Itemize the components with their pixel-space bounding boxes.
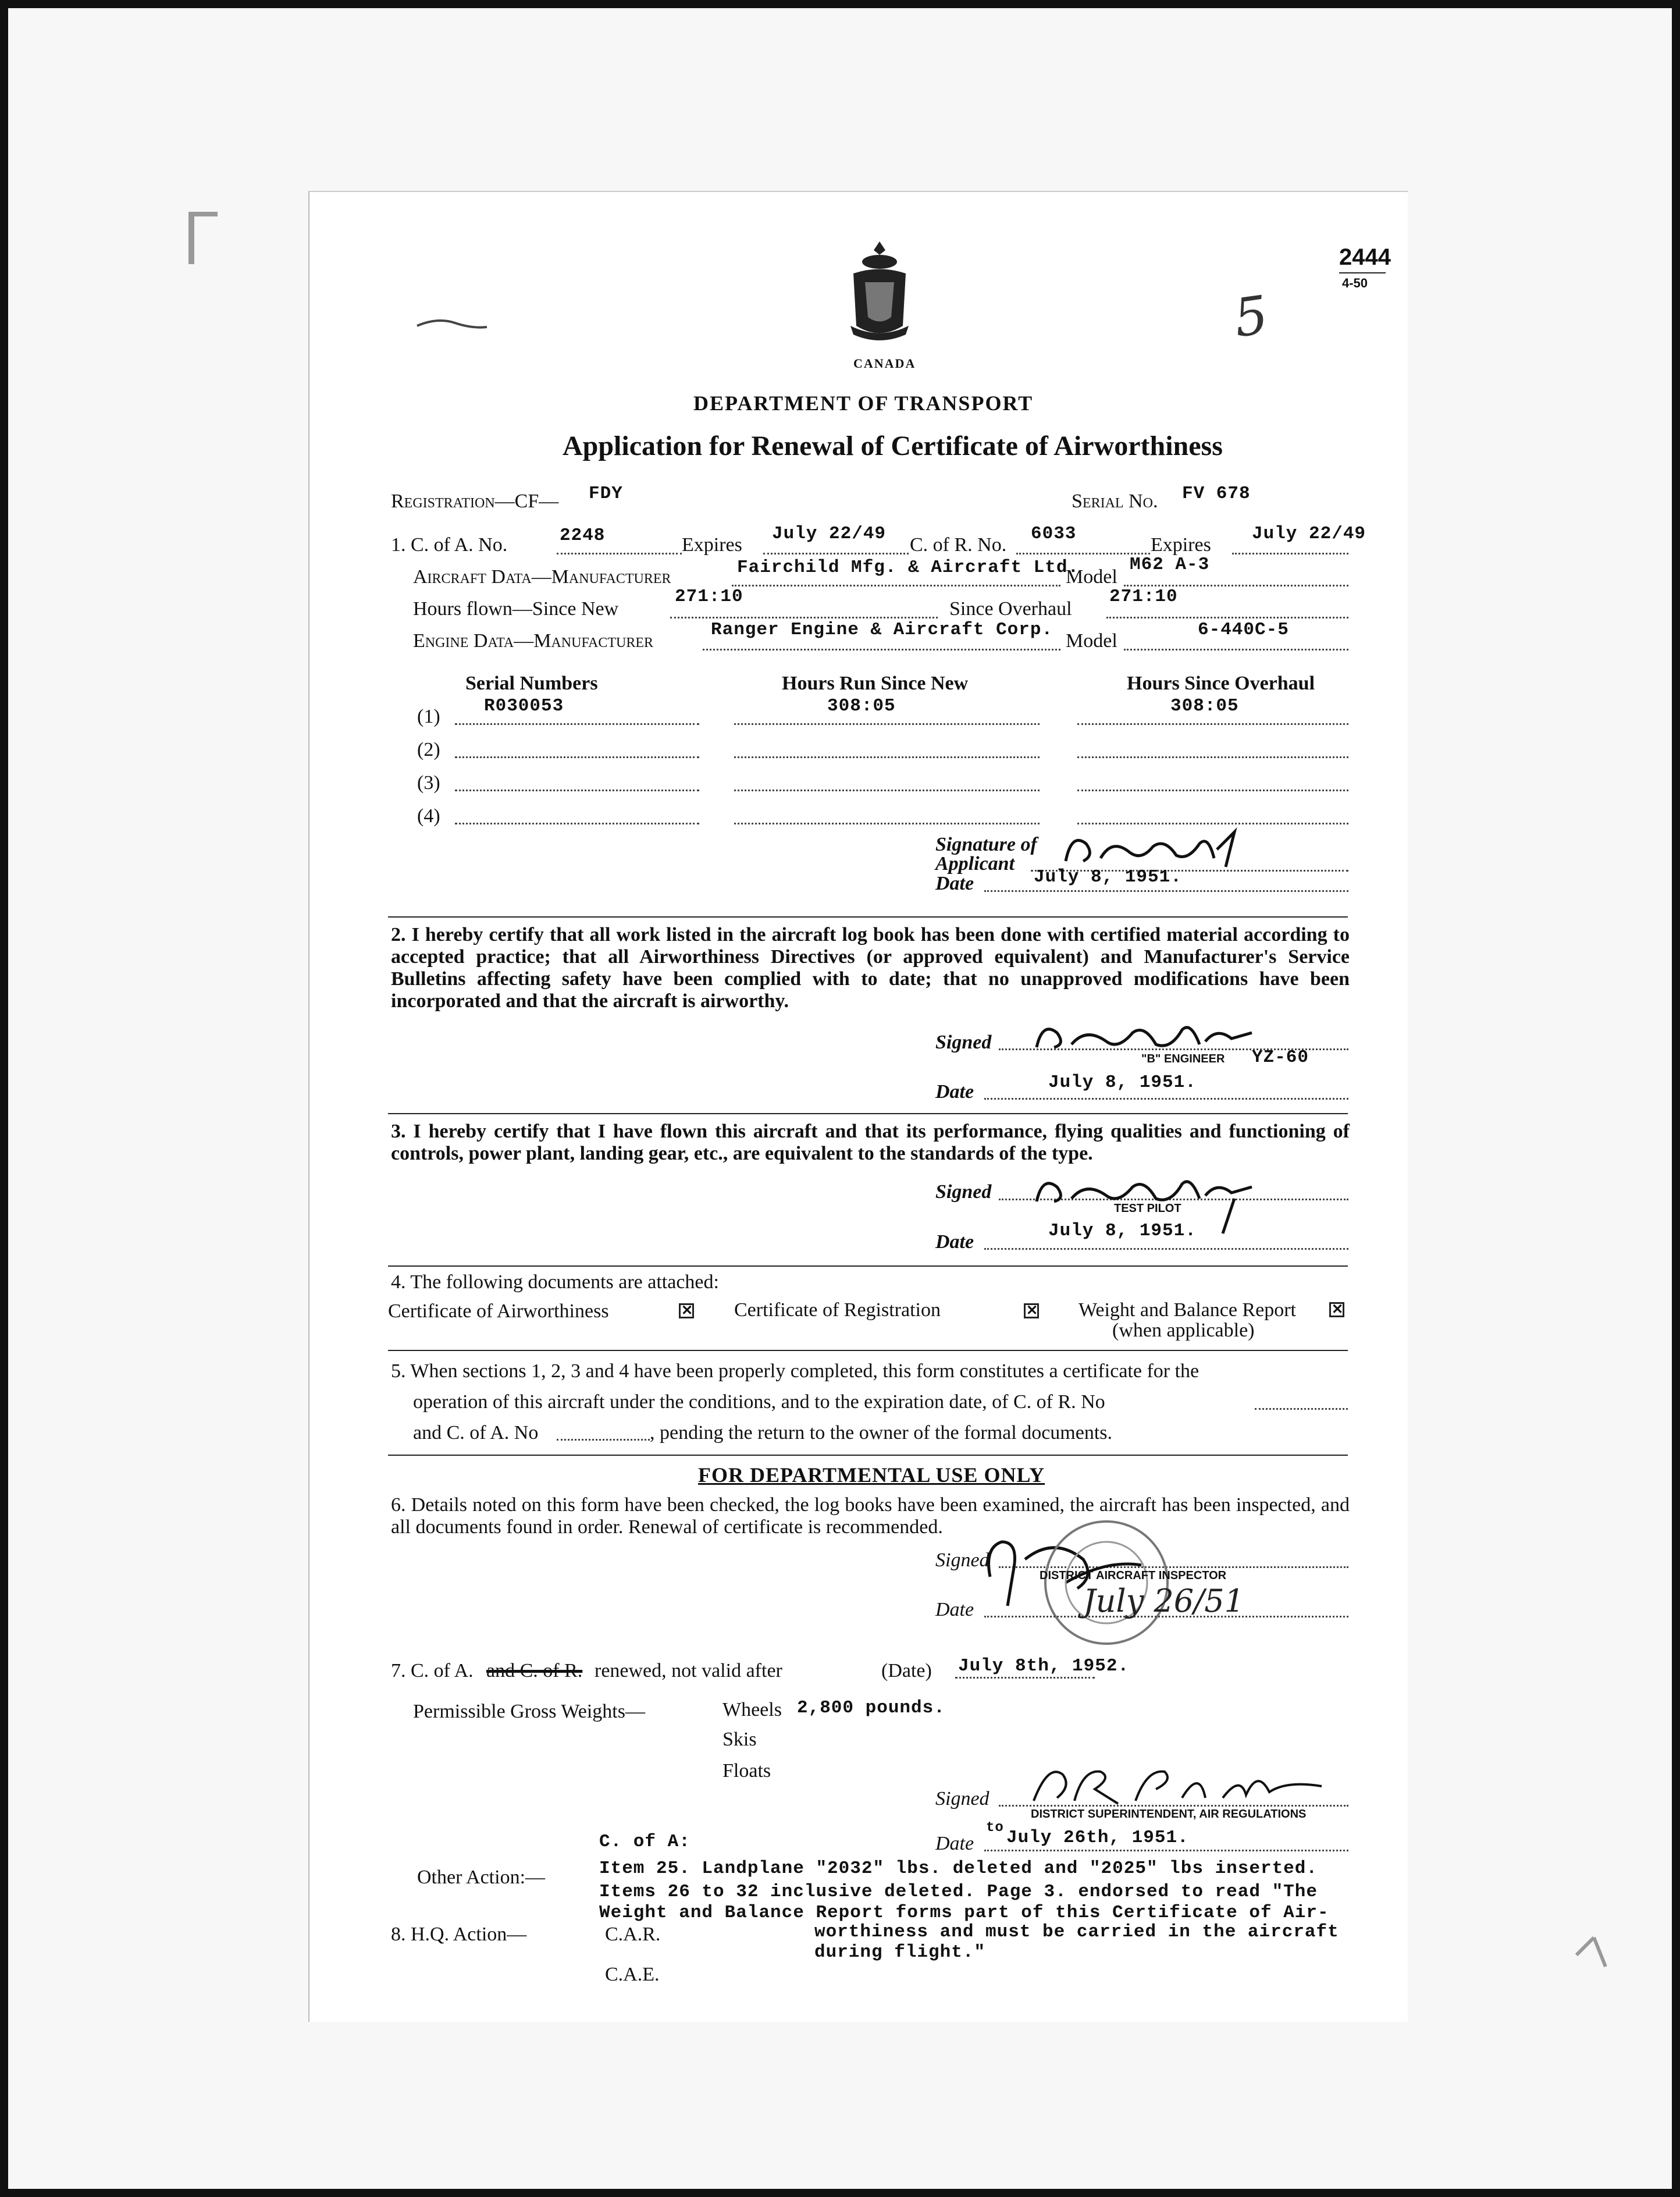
hq-action-label: 8. H.Q. Action—	[391, 1924, 527, 1945]
overhaul-line	[1077, 823, 1348, 824]
run-line	[734, 756, 1040, 758]
coat-of-arms-icon	[845, 239, 914, 343]
aircraft-model-value: M62 A-3	[1130, 554, 1210, 575]
engineer-licence: YZ-60	[1252, 1047, 1309, 1068]
wheels-label: Wheels	[722, 1699, 782, 1720]
inspector-date-label: Date	[935, 1599, 974, 1620]
cr-no-value: 6033	[1031, 524, 1077, 544]
overhaul-line	[1077, 723, 1348, 725]
form-revision: 4-50	[1342, 276, 1368, 290]
run-line	[734, 823, 1040, 824]
inspector-date: July 26/51	[1083, 1583, 1244, 1619]
doc-wb-label: Weight and Balance Report	[1079, 1299, 1296, 1321]
ca-expires-line	[763, 553, 909, 554]
superintendent-signed-label: Signed	[935, 1788, 990, 1809]
section5-line2: operation of this aircraft under the conditions, and to the expiration date, of C. of R. No	[413, 1391, 1105, 1413]
section3-date-line	[984, 1248, 1348, 1250]
corner-mark	[1571, 1932, 1617, 1978]
edge-mark	[188, 212, 194, 264]
run-line	[734, 723, 1040, 725]
inspector-role: DISTRICT AIRCRAFT INSPECTOR	[1040, 1569, 1227, 1582]
registration-value: FDY	[589, 484, 623, 504]
divider	[388, 1350, 1348, 1351]
other-action-label: Other Action:—	[417, 1867, 546, 1888]
other-line: Item 25. Landplane "2032" lbs. deleted and "2025" lbs inserted.	[599, 1858, 1318, 1879]
form-number-rule	[1339, 272, 1386, 273]
ca-expires-value: July 22/49	[772, 524, 887, 544]
aircraft-model-label: Model	[1066, 566, 1117, 588]
section5-line3b: , pending the return to the owner of the formal documents.	[650, 1422, 1112, 1444]
serial-label: Serial No.	[1072, 490, 1158, 512]
engine-model-line	[1124, 649, 1348, 650]
section3-signed-label: Signed	[935, 1181, 992, 1203]
section5-line3a: and C. of A. No	[413, 1422, 539, 1444]
section4-heading: 4. The following documents are attached:	[391, 1271, 719, 1293]
applicant-date-line	[984, 890, 1348, 892]
department-heading: DEPARTMENT OF TRANSPORT	[693, 392, 1034, 415]
engine-model-label: Model	[1066, 630, 1117, 652]
other-line: C. of A:	[599, 1832, 690, 1852]
section3-text: 3. I hereby certify that I have flown this aircraft and that its performance, flying qualities and functioning of controls, power plant, landing gear, etc., are equivalent to the standards of the type.	[391, 1121, 1350, 1164]
s7-date-label: (Date)	[881, 1660, 932, 1681]
aircraft-label: Aircraft Data—Manufacturer	[413, 566, 671, 588]
edge-mark	[188, 212, 218, 216]
ca-no-line	[557, 553, 682, 554]
ca-no-value: 2248	[560, 525, 606, 546]
section2-date: July 8, 1951.	[1048, 1072, 1197, 1093]
pen-mark	[414, 314, 490, 337]
car-label: C.A.R.	[605, 1924, 661, 1945]
s7-struck: and C. of R.	[486, 1660, 583, 1681]
serial-line	[455, 723, 699, 725]
section3-date: July 8, 1951.	[1048, 1221, 1197, 1241]
overhaul-line	[1077, 790, 1348, 791]
run-line	[734, 790, 1040, 791]
doc-wb-checkbox[interactable]	[1329, 1302, 1344, 1317]
divider	[388, 1265, 1348, 1267]
divider	[388, 1113, 1348, 1114]
other-line: Weight and Balance Report forms part of this Certificate of Air-	[599, 1903, 1329, 1923]
applicant-date-label: Date	[935, 873, 974, 894]
other-line: Items 26 to 32 inclusive deleted. Page 3. endorsed to read "The	[599, 1882, 1318, 1902]
applicant-date: July 8, 1951.	[1034, 867, 1182, 887]
other-line: worthiness and must be carried in the aircraft	[814, 1922, 1339, 1942]
doc-ca-label: Certificate of Airworthiness	[388, 1300, 609, 1322]
doc-cr-checkbox[interactable]	[1024, 1303, 1039, 1318]
cr-no-label: C. of R. No.	[910, 534, 1007, 556]
hours-new-value: 271:10	[675, 586, 743, 607]
doc-cr-label: Certificate of Registration	[734, 1299, 941, 1321]
hours-overhaul-value: 271:10	[1109, 586, 1178, 607]
section2-date-line	[984, 1098, 1348, 1100]
row-number: (2)	[417, 739, 440, 760]
hours-overhaul-line	[1106, 617, 1348, 618]
s7-date-line	[955, 1677, 1095, 1679]
weights-label: Permissible Gross Weights—	[413, 1701, 645, 1722]
doc-ca-checkbox[interactable]	[679, 1303, 694, 1318]
form-number: 2444	[1339, 244, 1391, 270]
engine-manufacturer-value: Ranger Engine & Aircraft Corp.	[711, 620, 1053, 640]
other-line: during flight."	[814, 1942, 986, 1963]
since-overhaul-label: Since Overhaul	[949, 598, 1072, 620]
dept-heading: FOR DEPARTMENTAL USE ONLY	[698, 1463, 1045, 1487]
row-number: (4)	[417, 805, 440, 827]
sig-applicant-label-2: Applicant	[935, 853, 1015, 874]
superintendent-date: July 26th, 1951.	[1006, 1828, 1189, 1848]
sig-applicant-label-1: Signature of	[935, 834, 1037, 855]
superintendent-signature	[1025, 1757, 1327, 1809]
row-number: (1)	[417, 706, 440, 727]
engineer-role: "B" ENGINEER	[1141, 1053, 1225, 1065]
cr-expires-line	[1232, 553, 1348, 554]
superintendent-date-prefix: to	[986, 1820, 1004, 1836]
s7-date: July 8th, 1952.	[958, 1656, 1130, 1676]
cae-label: C.A.E.	[605, 1964, 660, 1985]
section5-line1: 5. When sections 1, 2, 3 and 4 have been properly completed, this form constitutes a certificate for the	[391, 1360, 1200, 1382]
floats-label: Floats	[722, 1760, 771, 1782]
engine-manufacturer-line	[703, 649, 1060, 650]
superintendent-date-line	[984, 1850, 1348, 1851]
section2-date-label: Date	[935, 1081, 974, 1103]
overhaul-line	[1077, 756, 1348, 758]
form-page	[308, 191, 1408, 2022]
col-overhaul-header: Hours Since Overhaul	[1127, 673, 1315, 694]
doc-wb-note: (when applicable)	[1112, 1320, 1255, 1341]
col-run-header: Hours Run Since New	[782, 673, 969, 694]
divider	[388, 1455, 1348, 1456]
section6-text: 6. Details noted on this form have been checked, the log books have been examined, the aircraft has been inspected, and all documents found in order. Renewal of certificate is recommended.	[391, 1494, 1350, 1538]
row-number: (3)	[417, 772, 440, 794]
s7-suffix: renewed, not valid after	[595, 1660, 782, 1681]
superintendent-role: DISTRICT SUPERINTENDENT, AIR REGULATIONS	[1031, 1808, 1307, 1821]
applicant-signature	[1060, 826, 1246, 873]
serial-value: R030053	[484, 696, 564, 716]
overhaul-value: 308:05	[1170, 696, 1239, 716]
superintendent-date-label: Date	[935, 1833, 974, 1854]
cr-expires-value: July 22/49	[1252, 524, 1366, 544]
form-title: Application for Renewal of Certificate of Airworthiness	[563, 431, 1223, 461]
divider	[388, 916, 1348, 918]
section2-signed-label: Signed	[935, 1032, 992, 1053]
engine-label: Engine Data—Manufacturer	[413, 630, 654, 652]
section3-date-label: Date	[935, 1231, 974, 1253]
ca-no-label: 1. C. of A. No.	[391, 534, 508, 556]
hours-new-line	[670, 617, 938, 618]
serial-line	[455, 790, 699, 791]
inspector-signed-label: Signed	[935, 1549, 990, 1571]
ca-expires-label: Expires	[682, 534, 742, 556]
serial-value: FV 678	[1182, 484, 1251, 504]
aircraft-manufacturer-line	[732, 585, 1060, 586]
hours-flown-label: Hours flown—Since New	[413, 598, 619, 620]
run-value: 308:05	[827, 696, 896, 716]
country-label: CANADA	[853, 356, 916, 371]
margin-note: 5	[1230, 284, 1272, 350]
pilot-role: TEST PILOT	[1114, 1202, 1181, 1215]
serial-line	[455, 823, 699, 824]
registration-label: Registration—CF—	[391, 490, 559, 512]
engine-model-value: 6-440C-5	[1198, 620, 1289, 640]
section5-cr-line	[1255, 1408, 1348, 1410]
wheels-value: 2,800 pounds.	[797, 1698, 945, 1718]
skis-label: Skis	[722, 1729, 757, 1750]
aircraft-manufacturer-value: Fairchild Mfg. & Aircraft Ltd.	[737, 557, 1080, 578]
s7-prefix: 7. C. of A.	[391, 1660, 474, 1681]
serial-line	[455, 756, 699, 758]
cr-expires-label: Expires	[1151, 534, 1211, 556]
section2-text: 2. I hereby certify that all work listed in the aircraft log book has been done with certified material according to accepted practice; that all Airworthiness Directives (or approved equivalent) and Manufacturer's Service Bulletins affecting safety have been complied with to date; that no unapproved modifications have been incorporated and that the aircraft is airworthy.	[391, 924, 1350, 1012]
section5-ca-line	[557, 1439, 650, 1441]
col-serial-header: Serial Numbers	[465, 673, 598, 694]
